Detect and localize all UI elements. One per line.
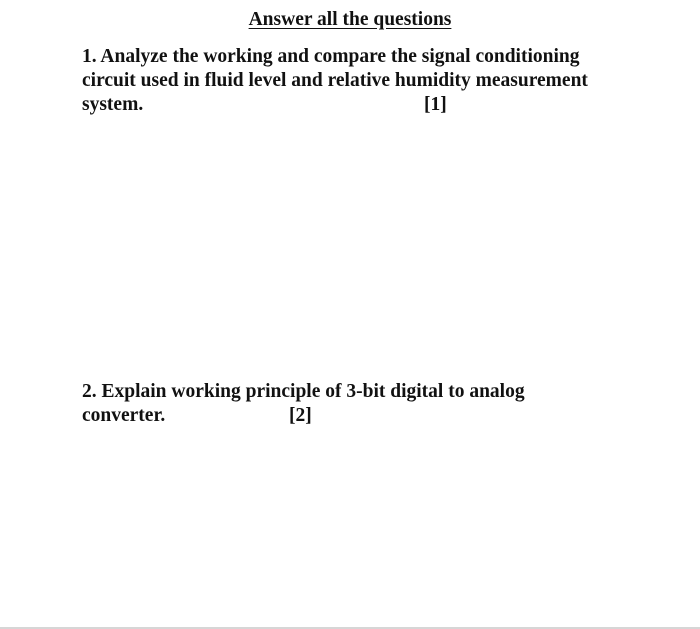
- question-2-marks: [2]: [289, 405, 312, 426]
- question-2-line-2: converter.: [82, 405, 166, 426]
- page-heading: Answer all the questions: [248, 9, 452, 30]
- question-1-line-1: 1. Analyze the working and compare the signal conditioning: [82, 46, 580, 67]
- question-1-line-2: circuit used in fluid level and relative humidity measurement: [82, 70, 588, 91]
- question-1-marks: [1]: [424, 94, 447, 115]
- question-1-line-3: system.: [82, 94, 144, 115]
- question-2-line-1: 2. Explain working principle of 3-bit digital to analog: [82, 381, 525, 402]
